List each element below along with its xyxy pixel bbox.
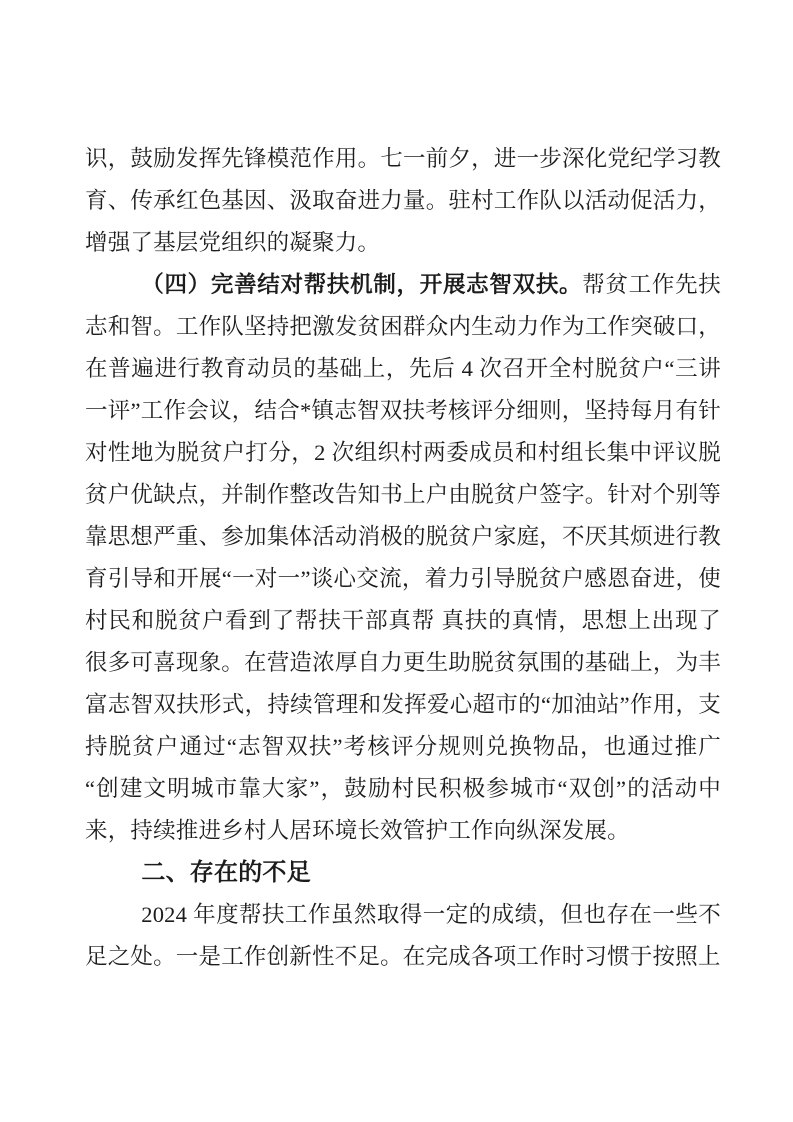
document-body xyxy=(85,138,721,978)
paragraph-section-four-segment-0: （四）完善结对帮扶机制，开展志智双扶。 xyxy=(141,272,583,297)
paragraph-party-building-continuation-segment-0: 识，鼓励发挥先锋模范作用。七一前夕，进一步深化党纪学习教育、传承红色基因、汲取奋进力量。驻村工作队以活动促活力，增强了基层党组织的凝聚力。 xyxy=(85,146,721,255)
paragraph-party-building-continuation xyxy=(85,138,721,264)
paragraph-shortcomings-intro xyxy=(85,894,721,978)
paragraph-shortcomings-intro-segment-0: 2024 年度帮扶工作虽然取得一定的成绩，但也存在一些不足之处。一是工作创新性不足。在完成各项工作时习惯于按照上 xyxy=(85,902,721,969)
paragraph-section-four xyxy=(85,264,721,852)
heading-section-two-shortcomings xyxy=(85,852,721,894)
heading-section-two-shortcomings-segment-0: 二、存在的不足 xyxy=(141,859,311,886)
paragraph-section-four-segment-1: 帮贫工作先扶志和智。工作队坚持把激发贫困群众内生动力作为工作突破口，在普遍进行教育动员的基础上，先后 4 次召开全村脱贫户“三讲一评”工作会议，结合*镇志智双扶考核评分细则，坚持每月有针对性地为脱贫户打分，2 次组织村两委成员和村组长集中评议脱贫户优缺点，并制作整改告知书上户由脱贫户签字。针对个别等靠思想严重、参加集体活动消极的脱贫户家庭，不厌其烦进行教育引导和开展“一对一”谈心交流，着力引导脱贫户感恩奋进，使村民和脱贫户看到了帮扶干部真帮 真扶的真情，思想上出现了很多可喜现象。在营造浓厚自力更生助脱贫氛围的基础上，为丰富志智双扶形式，持续管理和发挥爱心超市的“加油站”作用，支持脱贫户通过“志智双扶”考核评分规则兑换物品，也通过推广“创建文明城市靠大家”，鼓励村民积极参城市“双创”的活动中来，持续推进乡村人居环境长效管护工作向纵深发展。 xyxy=(85,272,721,843)
